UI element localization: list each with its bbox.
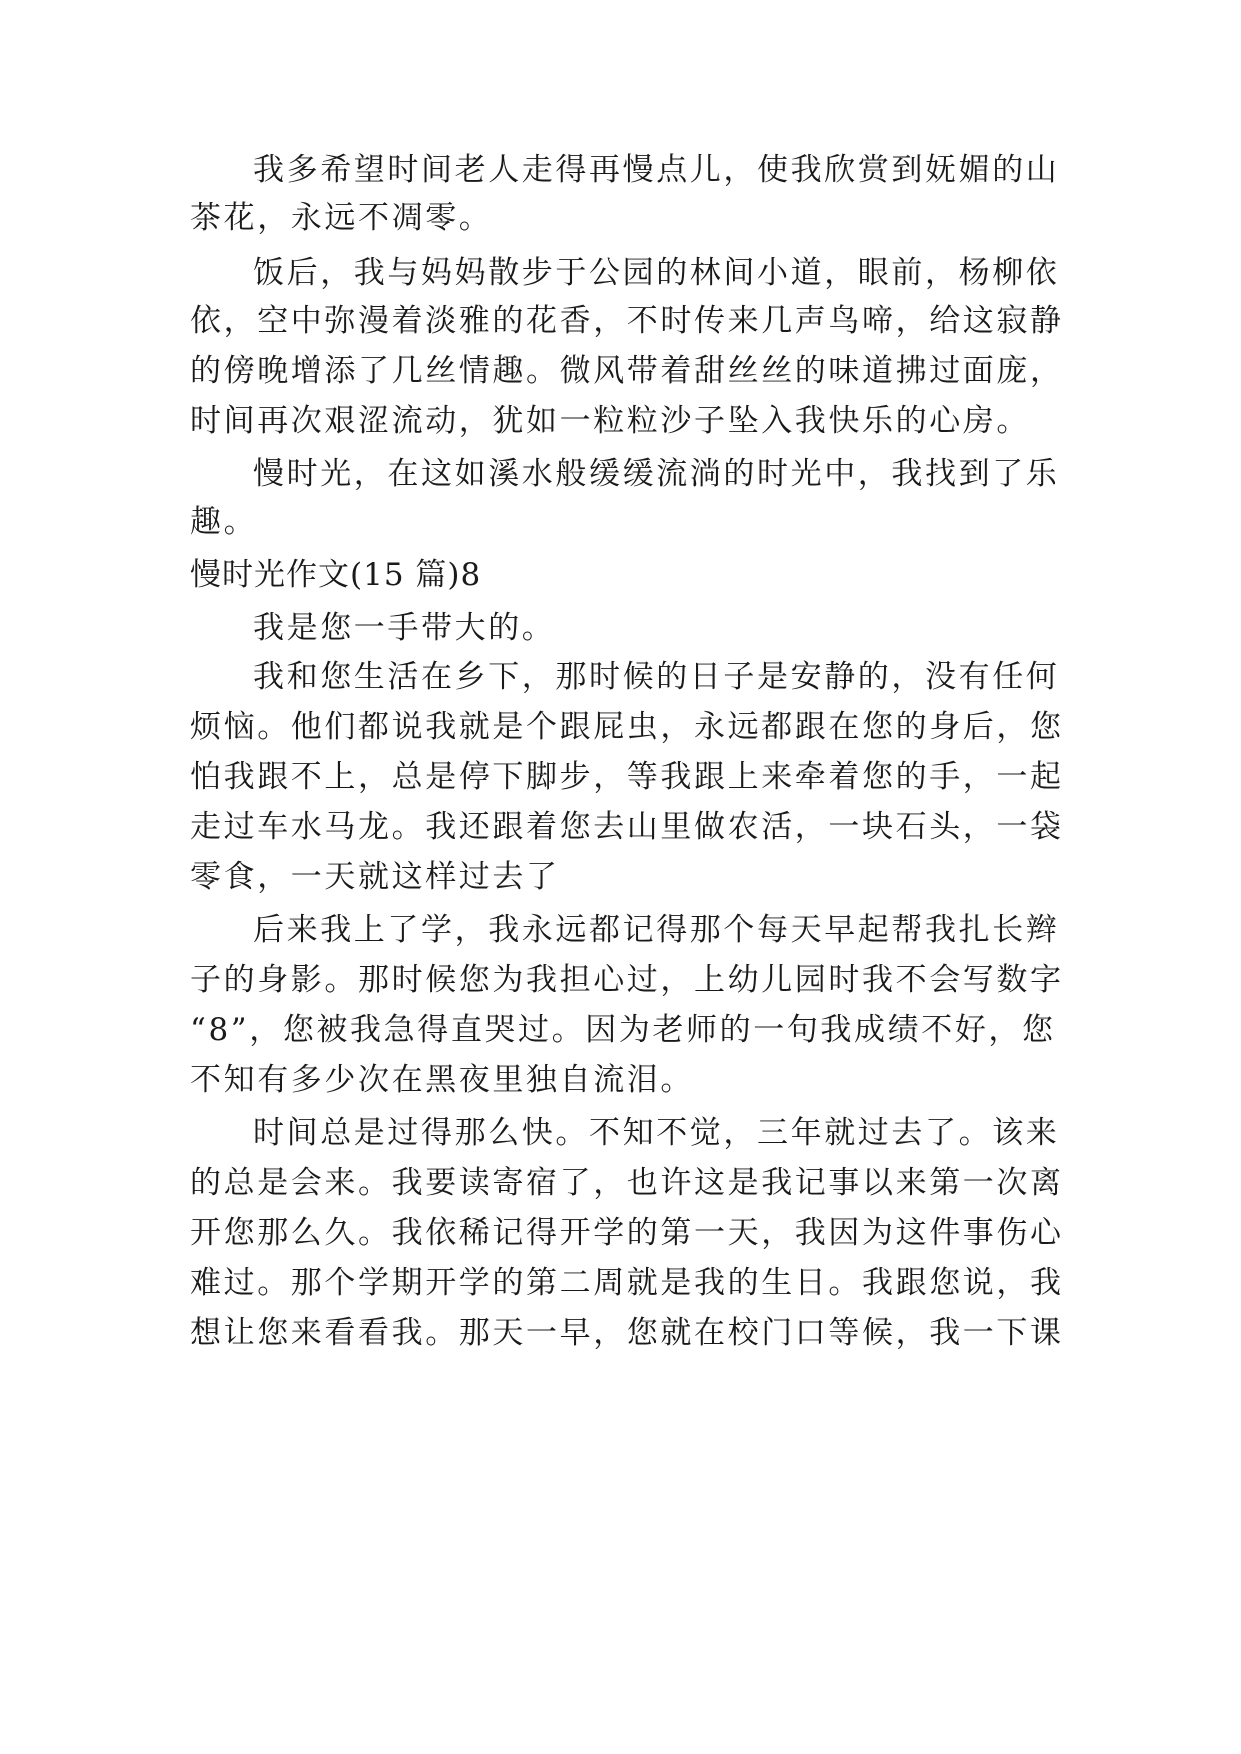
text-line: 烦恼。他们都说我就是个跟屁虫，永远都跟在您的身后，您 xyxy=(190,709,1064,745)
text-line: 难过。那个学期开学的第二周就是我的生日。我跟您说，我 xyxy=(190,1265,1064,1301)
text-line: 的傍晚增添了几丝情趣。微风带着甜丝丝的味道拂过面庞， xyxy=(190,353,1064,389)
text-line: 走过车水马龙。我还跟着您去山里做农活，一块石头，一袋 xyxy=(190,809,1064,845)
text-line: 时间总是过得那么快。不知不觉，三年就过去了。该来 xyxy=(253,1115,1060,1151)
text-line: 我多希望时间老人走得再慢点儿，使我欣赏到妩媚的山 xyxy=(253,152,1060,188)
text-line: 想让您来看看我。那天一早，您就在校门口等候，我一下课 xyxy=(190,1315,1064,1351)
text-line: 依，空中弥漫着淡雅的花香，不时传来几声鸟啼，给这寂静 xyxy=(190,303,1064,339)
text-line: 后来我上了学，我永远都记得那个每天早起帮我扎长辫 xyxy=(253,912,1060,948)
text-line: 怕我跟不上，总是停下脚步，等我跟上来牵着您的手，一起 xyxy=(190,759,1064,795)
text-line: 我是您一手带大的。 xyxy=(253,610,556,646)
text-line: 不知有多少次在黑夜里独自流泪。 xyxy=(190,1062,694,1098)
section-heading: 慢时光作文(15 篇)8 xyxy=(190,557,482,593)
text-line: 茶花，永远不凋零。 xyxy=(190,200,493,236)
text-line: 的总是会来。我要读寄宿了，也许这是我记事以来第一次离 xyxy=(190,1165,1064,1201)
text-line: 饭后，我与妈妈散步于公园的林间小道，眼前，杨柳依 xyxy=(253,255,1060,291)
text-line: 开您那么久。我依稀记得开学的第一天，我因为这件事伤心 xyxy=(190,1215,1064,1251)
text-line: 时间再次艰涩流动，犹如一粒粒沙子坠入我快乐的心房。 xyxy=(190,403,1030,439)
text-line: “8”，您被我急得直哭过。因为老师的一句我成绩不好，您 xyxy=(190,1012,1056,1048)
text-line: 零食，一天就这样过去了 xyxy=(190,859,560,895)
text-line: 子的身影。那时候您为我担心过，上幼儿园时我不会写数字 xyxy=(190,962,1064,998)
text-line: 我和您生活在乡下，那时候的日子是安静的，没有任何 xyxy=(253,659,1060,695)
text-line: 慢时光，在这如溪水般缓缓流淌的时光中，我找到了乐 xyxy=(253,456,1060,492)
text-line: 趣。 xyxy=(190,504,258,540)
